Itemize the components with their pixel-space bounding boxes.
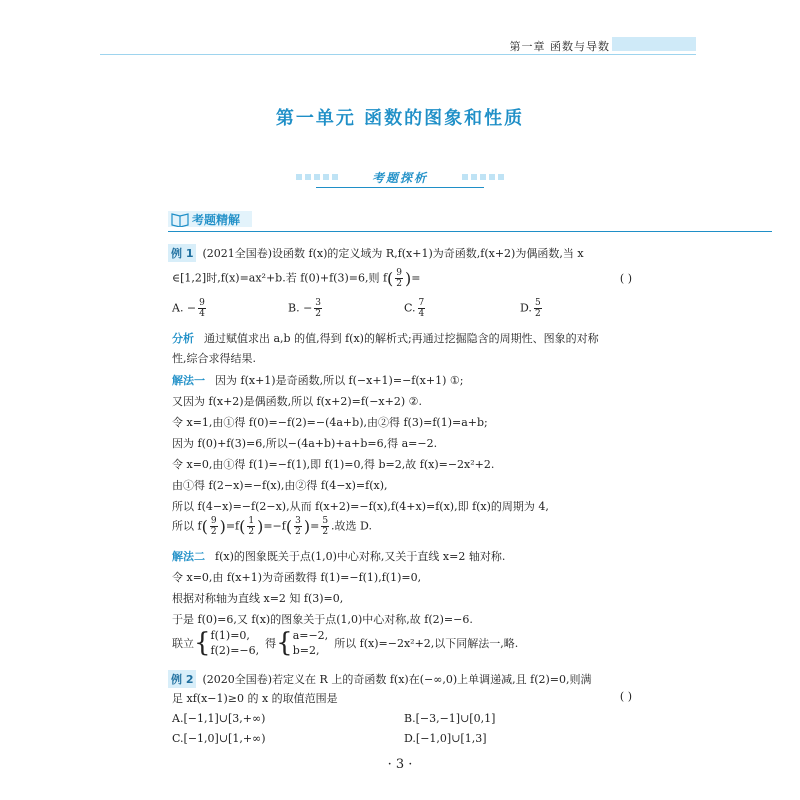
paren-open: ( [239, 517, 246, 536]
page-number: · 3 · [387, 757, 413, 772]
banner-underline [316, 187, 484, 188]
paren-close: ) [405, 269, 412, 288]
example-1-text: (2021全国卷)设函数 f(x)的定义域为 R,f(x+1)为奇函数,f(x+2)为偶函数,当 x [202, 247, 584, 260]
sol1-l8-d: = [310, 519, 320, 533]
option-d-frac: $\frac{5}{2}$ [534, 298, 541, 319]
brace: { [194, 628, 211, 658]
system-2: a=−2, b=2, [292, 629, 329, 657]
option-b [288, 298, 324, 319]
paren-open: ( [387, 269, 394, 288]
example-2-option-b: B.[−3,−1]∪[0,1] [404, 712, 496, 725]
equals: = [411, 271, 421, 285]
fraction: $\frac{9}{2}$ [210, 516, 217, 537]
solution-1-line5: 令 x=0,由①得 f(1)=−f(1),即 f(1)=0,得 b=2,故 f(x)=−2x²+2. [172, 458, 495, 471]
section-banner [296, 168, 504, 190]
example-2-text: (2020全国卷)若定义在 R 上的奇函数 f(x)在(−∞,0)上单调递减,且 f(2)=0,则满 [202, 673, 592, 686]
example-2-option-a: A.[−1,1]∪[3,+∞) [172, 712, 266, 725]
solution-2-line5 [172, 628, 518, 658]
fraction: $\frac{1}{2}$ [248, 516, 255, 537]
option-c-label: C. [404, 301, 416, 315]
example-1-line2-text: ∈[1,2]时,f(x)=ax²+b.若 f(0)+f(3)=6,则 f [172, 271, 388, 285]
option-c-frac: $\frac{7}{4}$ [418, 298, 425, 319]
paren-close: ) [219, 517, 226, 536]
answer-paren-1: ( ) [619, 272, 632, 285]
paren-open: ( [285, 517, 293, 536]
fraction: $\frac{3}{2}$ [295, 516, 301, 537]
example-2-badge: 例 2 [168, 670, 196, 688]
book-icon [170, 211, 190, 227]
header-band [612, 37, 696, 51]
option-d [520, 298, 544, 319]
banner-title: 考题探析 [371, 171, 428, 185]
solution-2-line2: 令 x=0,由 f(x+1)为奇函数得 f(1)=−f(1),f(1)=0, [172, 571, 422, 584]
example-1-line2 [172, 268, 420, 289]
sol1-l8-a: 所以 f [172, 519, 202, 533]
sol1-l8-c: =−f [263, 519, 286, 533]
example-1-badge: 例 1 [168, 244, 196, 262]
solution-2-line3: 根据对称轴为直线 x=2 知 f(3)=0, [172, 592, 344, 605]
analysis-text: 通过赋值求出 a,b 的值,得到 f(x)的解析式;再通过挖掘隐含的周期性、图象的对称 [204, 332, 599, 345]
option-a-label: A. − [172, 301, 197, 315]
solution-1-line1 [172, 372, 463, 388]
example-2-option-d: D.[−1,0]∪[1,3] [404, 732, 487, 745]
option-a-frac: $\frac{9}{4}$ [199, 298, 205, 319]
fraction: $\frac{9}{2}$ [396, 268, 402, 289]
example-1-line1 [168, 244, 584, 262]
solution-2-line4: 于是 f(0)=6,又 f(x)的图象关于点(1,0)中心对称,故 f(2)=−6. [172, 613, 473, 626]
solution-2-text: f(x)的图象既关于点(1,0)中心对称,又关于直线 x=2 轴对称. [215, 550, 506, 563]
option-b-frac: $\frac{3}{2}$ [315, 298, 322, 319]
sol2-l5-c: 所以 f(x)=−2x²+2,以下同解法一,略. [334, 637, 519, 650]
sol1-l8-e: .故选 D. [331, 519, 372, 533]
header-rule [100, 54, 696, 55]
option-b-label: B. − [288, 301, 313, 315]
unit-title: 第一单元 函数的图象和性质 [275, 108, 525, 129]
example-2-line1 [168, 670, 592, 688]
solution-1-line3: 令 x=1,由①得 f(0)=−f(2)=−(4a+b),由②得 f(3)=f(1)=a+b; [172, 416, 488, 429]
paren-close: ) [257, 517, 264, 536]
paren-close: ) [303, 517, 311, 536]
solution-1-line2: 又因为 f(x+2)是偶函数,所以 f(x+2)=f(−x+2) ②. [172, 395, 422, 408]
chapter-header: 第一章 函数与导数 [509, 40, 610, 53]
option-d-label: D. [520, 301, 532, 315]
paren-open: ( [201, 517, 208, 536]
sol2-l5-b: 得 [265, 637, 277, 650]
solution-1-text: 因为 f(x+1)是奇函数,所以 f(−x+1)=−f(x+1) ①; [215, 374, 464, 387]
solution-1-line7: 所以 f(4−x)=−f(2−x),从而 f(x+2)=−f(x),f(4+x)=f(x),即 f(x)的周期为 4, [172, 500, 549, 513]
sol2-l5-a: 联立 [172, 637, 194, 650]
option-a [172, 298, 208, 319]
system-1: f(1)=0, f(2)=−6, [210, 629, 260, 657]
analysis-line1 [172, 330, 599, 346]
solution-1-label: 解法一 [172, 374, 205, 387]
brace: { [276, 628, 293, 658]
fraction: $\frac{5}{2}$ [322, 516, 329, 537]
section-title: 考题精解 [192, 213, 241, 227]
banner-blocks-right [462, 174, 504, 180]
solution-2-label: 解法二 [172, 550, 205, 563]
solution-2-line1 [172, 548, 505, 564]
solution-1-line8 [172, 516, 372, 537]
answer-paren-2: ( ) [619, 690, 632, 703]
option-c [404, 298, 427, 319]
analysis-label: 分析 [172, 332, 194, 345]
sol1-l8-b: =f [225, 519, 240, 533]
example-2-option-c: C.[−1,0]∪[1,+∞) [172, 732, 266, 745]
solution-1-line4: 因为 f(0)+f(3)=6,所以−(4a+b)+a+b=6,得 a=−2. [172, 437, 438, 450]
section-underline [168, 231, 772, 232]
solution-1-line6: 由①得 f(2−x)=−f(x),由②得 f(4−x)=f(x), [172, 479, 388, 492]
analysis-line2: 性,综合求得结果. [172, 352, 256, 365]
example-2-line2: 足 xf(x−1)≥0 的 x 的取值范围是 [172, 692, 338, 705]
